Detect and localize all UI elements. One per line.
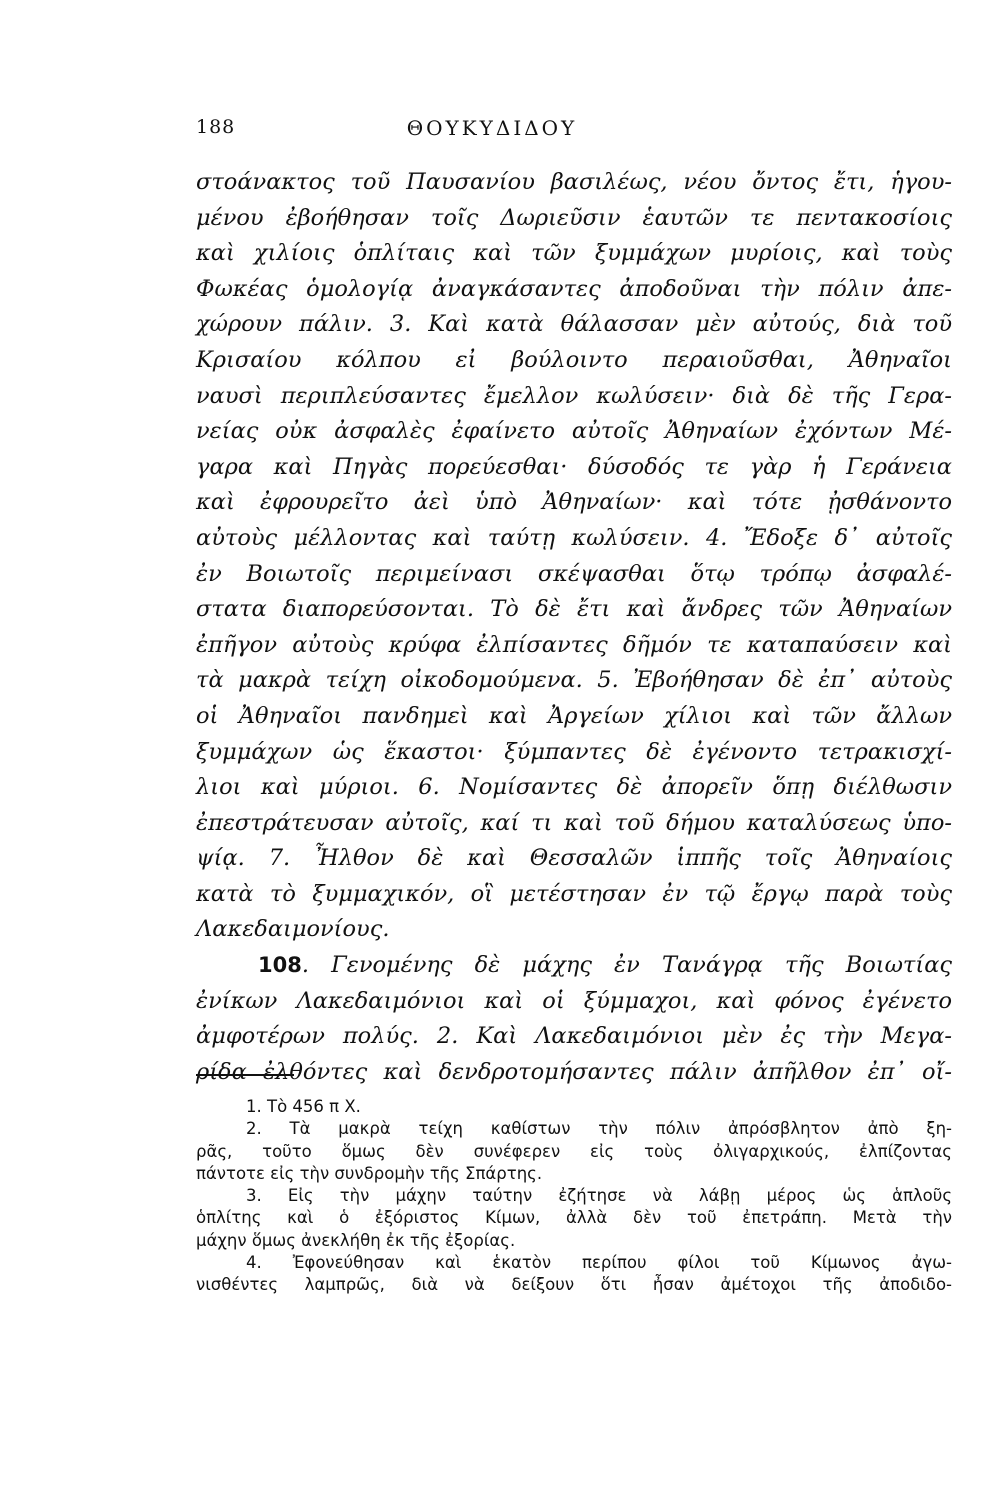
footnote-line: ρᾶς, τοῦτο ὅμως δὲν συνέφερεν εἰς τοὺς ὀλιγαρχικούς, ἐλπίζοντας [196,1141,952,1161]
text-line: στατα διαπορεύσονται. Τὸ δὲ ἔτι καὶ ἄνδρες τῶν Ἀθηναίων [196,596,952,623]
text-line: καὶ χιλίοις ὁπλίταις καὶ τῶν ξυμμάχων μυρίοις, καὶ τοὺς [196,240,952,267]
footnote-line: 3. Εἰς τὴν μάχην ταύτην ἐζήτησε νὰ λάβῃ μέρος ὡς ἁπλοῦς [246,1186,952,1206]
text-line: νείας οὐκ ἀσφαλὲς ἐφαίνετο αὐτοῖς Ἀθηναίων ἐχόντων Μέ- [196,418,952,445]
text-line: Φωκέας ὁμολογίᾳ ἀναγκάσαντες ἀποδοῦναι τὴν πόλιν ἀπε- [196,275,952,302]
footnote-line: 4. Ἐφονεύθησαν καὶ ἑκατὸν περίπου φίλοι τοῦ Κίμωνος ἀγω- [246,1253,952,1273]
text-line: ξυμμάχων ὡς ἕκαστοι· ξύμπαντες δὲ ἐγένοντο τετρακισχί- [196,738,952,765]
text-line: ἐπῆγον αὐτοὺς κρύφα ἐλπίσαντες δῆμόν τε καταπαύσειν καὶ [196,631,952,658]
text-line: ἀμφοτέρων πολύς. 2. Καὶ Λακεδαιμόνιοι μὲν ἐς τὴν Μεγα- [196,1023,952,1050]
text-line: κατὰ τὸ ξυμμαχικόν, οἳ μετέστησαν ἐν τῷ ἔργῳ παρὰ τοὺς [196,880,952,907]
text-line: στοάνακτος τοῦ Παυσανίου βασιλέως, νέου ὄντος ἔτι, ἡγου- [196,169,952,195]
text-line: μένου ἐβοήθησαν τοῖς Δωριεῦσιν ἑαυτῶν τε πεντακοσίοις [196,204,952,231]
text-line: ψίᾳ. 7. Ἦλθον δὲ καὶ Θεσσαλῶν ἱππῆς τοῖς Ἀθηναίοις [196,845,952,872]
text-line: τὰ μακρὰ τείχη οἰκοδομούμενα. 5. Ἐβοήθησαν δὲ ἐπ᾽ αὐτοὺς [196,667,952,694]
footnote-line: πάντοτε εἰς τὴν συνδρομὴν τῆς Σπάρτης. [196,1163,543,1183]
text-line: ρίδα ἐλθόντες καὶ δενδροτομήσαντες πάλιν ἀπῆλθον ἐπ᾽ οἴ- [196,1058,952,1085]
text-line: λιοι καὶ μύριοι. 6. Νομίσαντες δὲ ἀπορεῖν ὅπῃ διέλθωσιν [196,774,952,801]
footnote-line: νισθέντες λαμπρῶς, διὰ νὰ δείξουν ὅτι ἦσαν ἀμέτοχοι τῆς ἀποδιδο- [196,1275,952,1295]
text-line: γαρα καὶ Πηγὰς πορεύεσθαι· δύσοδός τε γὰρ ἡ Γεράνεια [196,453,952,480]
text-line: Λακεδαιμονίους. [196,916,390,943]
text-line: ναυσὶ περιπλεύσαντες ἔμελλον κωλύσειν· διὰ δὲ τῆς Γερα- [196,382,952,409]
running-head: ΘΟΥΚΥΔΙΔΟΥ [406,116,578,140]
page-number: 188 [196,116,236,138]
text-line: ἐνίκων Λακεδαιμόνιοι καὶ οἱ ξύμμαχοι, καὶ φόνος ἐγένετο [196,987,952,1014]
text-line: οἱ Ἀθηναῖοι πανδημεὶ καὶ Ἀργείων χίλιοι καὶ τῶν ἄλλων [196,702,952,729]
text-line: Κρισαίου κόλπου εἰ βούλοιντο περαιοῦσθαι, Ἀθηναῖοι [196,346,952,373]
section-number: 108 [258,953,302,978]
text-line: καὶ ἐφρουρεῖτο ἀεὶ ὑπὸ Ἀθηναίων· καὶ τότε ᾐσθάνοντο [196,489,952,516]
text-line: ἐπεστράτευσαν αὐτοῖς, καί τι καὶ τοῦ δήμου καταλύσεως ὑπο- [196,809,952,836]
footnote-line: 2. Τὰ μακρὰ τείχη καθίστων τὴν πόλιν ἀπρόσβλητον ἀπὸ ξη- [246,1119,952,1139]
footnote-rule [196,1074,294,1076]
footnote-line: 1. Τὸ 456 π Χ. [246,1097,361,1116]
text-line: χώρουν πάλιν. 3. Καὶ κατὰ θάλασσαν μὲν αὐτούς, διὰ τοῦ [196,311,952,338]
footnote-line: ὁπλίτης καὶ ὁ ἐξόριστος Κίμων, ἀλλὰ δὲν τοῦ ἐπετράπη. Μετὰ τὴν [196,1208,952,1228]
text-line: αὐτοὺς μέλλοντας καὶ ταύτῃ κωλύσειν. 4. Ἔδοξε δ᾽ αὐτοῖς [196,524,952,551]
body-text [196,165,952,1090]
text-line: ἐν Βοιωτοῖς περιμείνασι σκέψασθαι ὅτῳ τρόπῳ ἀσφαλέ- [196,560,952,587]
footnotes [196,1096,952,1297]
section-first-line [196,948,952,984]
footnote-line: μάχην ὅμως ἀνεκλήθη ἐκ τῆς ἐξορίας. [196,1230,516,1250]
section-first-line-text: . Γενομένης δὲ μάχης ἐν Τανάγρᾳ τῆς Βοιωτίας [301,952,952,979]
